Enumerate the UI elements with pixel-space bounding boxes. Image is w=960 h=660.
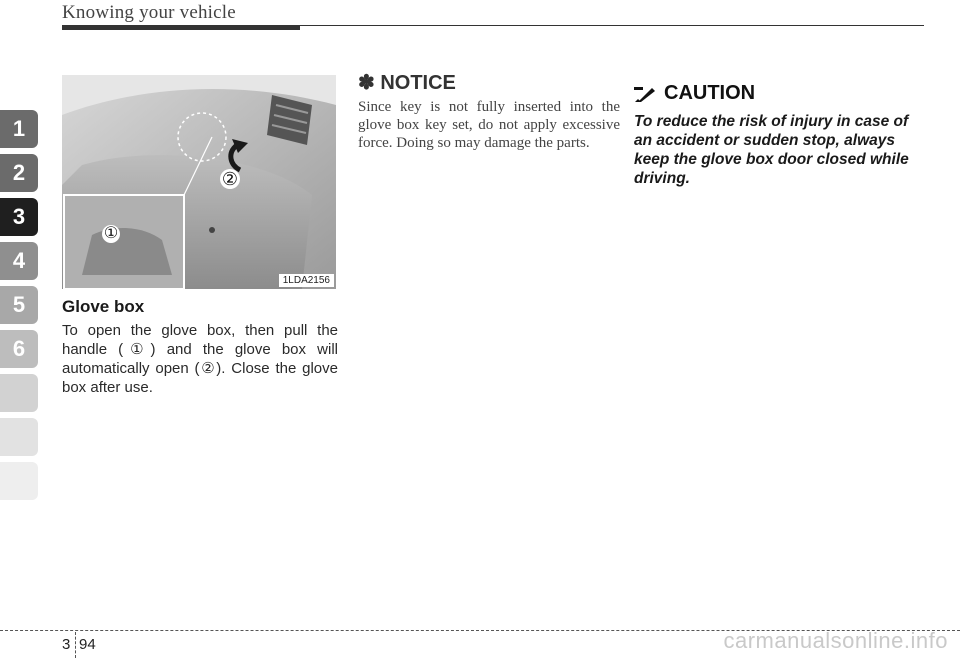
- callout-2: ②: [221, 169, 239, 189]
- chapter-tab-3: 3: [0, 198, 38, 236]
- glove-box-heading: Glove box: [62, 297, 145, 316]
- figure-code: 1LDA2156: [279, 274, 334, 287]
- glove-box-illustration: [62, 75, 336, 289]
- page-number: 94: [79, 636, 96, 653]
- watermark: carmanualsonline.info: [723, 628, 948, 653]
- chapter-tab-5: 5: [0, 286, 38, 324]
- glove-box-instructions: To open the glove box, then pull the handle (①) and the glove box will automatically open (②). Close the glove box after use.: [62, 322, 338, 396]
- caution-heading: [634, 82, 755, 105]
- section-title: Knowing your vehicle: [62, 2, 236, 23]
- footer-separator: [75, 632, 76, 658]
- chapter-tab-8: [0, 418, 38, 456]
- caution-label: CAUTION: [664, 82, 756, 104]
- caution-icon: [634, 86, 656, 102]
- chapter-tab-6: 6: [0, 330, 38, 368]
- chapter-tab-2: 2: [0, 154, 38, 192]
- chapter-tab-4: 4: [0, 242, 38, 280]
- caution-text: To reduce the risk of injury in case of an accident or sudden stop, always keep the glove box door closed while driving.: [634, 113, 909, 187]
- notice-text: Since key is not fully inserted into the glove box key set, do not apply excessive force. Doing so may damage the parts.: [358, 99, 620, 151]
- callout-1: ①: [103, 225, 119, 242]
- glove-box-figure: [62, 75, 336, 289]
- chapter-number: 3: [62, 636, 71, 653]
- chapter-tab-1: 1: [0, 110, 38, 148]
- notice-heading: ✽ NOTICE: [358, 72, 456, 94]
- header-accent-bar: [62, 25, 300, 30]
- chapter-tab-9: [0, 462, 38, 500]
- chapter-tab-7: [0, 374, 38, 412]
